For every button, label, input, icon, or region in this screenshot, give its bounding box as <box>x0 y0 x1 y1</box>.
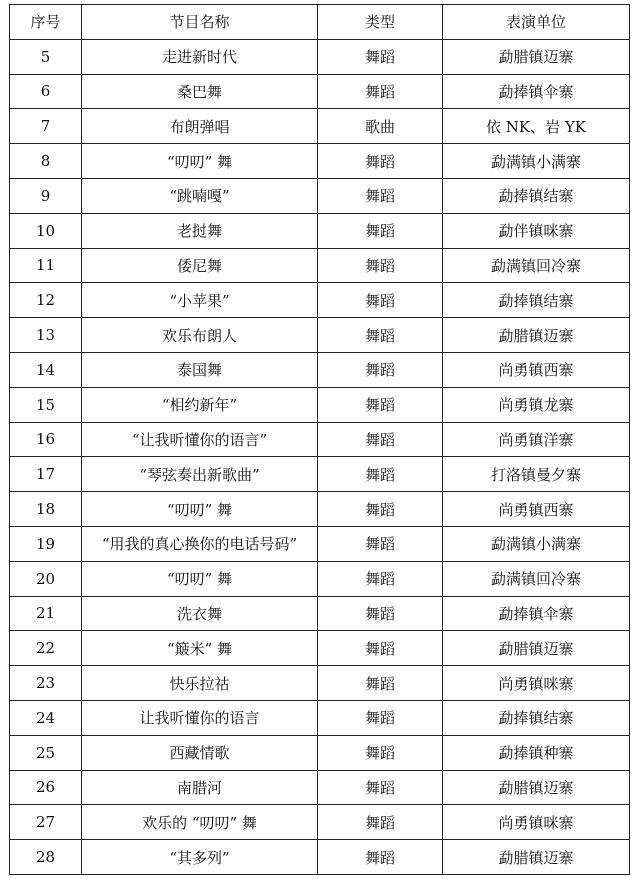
cell-number: 25 <box>10 735 82 770</box>
cell-program-name: “跳喃嘎” <box>82 178 318 213</box>
cell-number: 10 <box>10 213 82 248</box>
cell-number: 18 <box>10 492 82 527</box>
table-header <box>10 5 630 40</box>
table-row <box>10 422 630 457</box>
cell-number: 20 <box>10 561 82 596</box>
cell-performer: 尚勇镇西寨 <box>443 492 630 527</box>
cell-type: 舞蹈 <box>318 631 443 666</box>
table-row <box>10 735 630 770</box>
cell-number: 13 <box>10 318 82 353</box>
table-row <box>10 387 630 422</box>
cell-number: 8 <box>10 144 82 179</box>
cell-number: 26 <box>10 770 82 805</box>
cell-performer: 依 NK、岩 YK <box>443 109 630 144</box>
table-row <box>10 596 630 631</box>
cell-program-name: 洗衣舞 <box>82 596 318 631</box>
cell-type: 歌曲 <box>318 109 443 144</box>
cell-performer: 勐满镇回冷寨 <box>443 561 630 596</box>
cell-performer: 勐腊镇迈寨 <box>443 840 630 875</box>
cell-type: 舞蹈 <box>318 770 443 805</box>
table-row <box>10 283 630 318</box>
cell-program-name: 西藏情歌 <box>82 735 318 770</box>
cell-performer: 尚勇镇咪寨 <box>443 666 630 701</box>
cell-number: 19 <box>10 526 82 561</box>
table-row <box>10 352 630 387</box>
cell-type: 舞蹈 <box>318 457 443 492</box>
cell-type: 舞蹈 <box>318 74 443 109</box>
cell-performer: 勐满镇回冷寨 <box>443 248 630 283</box>
cell-program-name: “叨叨” 舞 <box>82 492 318 527</box>
table-row <box>10 318 630 353</box>
cell-program-name: “让我听懂你的语言” <box>82 422 318 457</box>
header-row <box>10 5 630 40</box>
table-row <box>10 109 630 144</box>
header-program-name: 节目名称 <box>82 5 318 40</box>
cell-program-name: 走进新时代 <box>82 39 318 74</box>
table-row <box>10 631 630 666</box>
cell-performer: 勐捧镇结寨 <box>443 283 630 318</box>
cell-performer: 勐腊镇迈寨 <box>443 39 630 74</box>
cell-number: 27 <box>10 805 82 840</box>
cell-type: 舞蹈 <box>318 805 443 840</box>
table-row <box>10 213 630 248</box>
table-row <box>10 840 630 875</box>
cell-program-name: “其多列” <box>82 840 318 875</box>
cell-number: 16 <box>10 422 82 457</box>
table-row <box>10 457 630 492</box>
cell-performer: 勐腊镇迈寨 <box>443 770 630 805</box>
table-row <box>10 39 630 74</box>
cell-performer: 勐伴镇咪寨 <box>443 213 630 248</box>
table-row <box>10 248 630 283</box>
cell-performer: 勐捧镇结寨 <box>443 700 630 735</box>
cell-performer: 尚勇镇洋寨 <box>443 422 630 457</box>
cell-type: 舞蹈 <box>318 248 443 283</box>
cell-performer: 勐满镇小满寨 <box>443 144 630 179</box>
cell-program-name: 泰国舞 <box>82 352 318 387</box>
table-body <box>10 39 630 874</box>
cell-performer: 勐腊镇迈寨 <box>443 318 630 353</box>
cell-number: 6 <box>10 74 82 109</box>
cell-program-name: “相约新年” <box>82 387 318 422</box>
cell-program-name: “小苹果” <box>82 283 318 318</box>
cell-type: 舞蹈 <box>318 283 443 318</box>
cell-program-name: 欢乐的 “叨叨” 舞 <box>82 805 318 840</box>
cell-performer: 勐捧镇伞寨 <box>443 596 630 631</box>
cell-type: 舞蹈 <box>318 144 443 179</box>
cell-type: 舞蹈 <box>318 318 443 353</box>
cell-number: 23 <box>10 666 82 701</box>
cell-program-name: 南腊河 <box>82 770 318 805</box>
cell-type: 舞蹈 <box>318 352 443 387</box>
cell-program-name: “用我的真心换你的电话号码” <box>82 526 318 561</box>
cell-number: 24 <box>10 700 82 735</box>
cell-program-name: 让我听懂你的语言 <box>82 700 318 735</box>
cell-type: 舞蹈 <box>318 387 443 422</box>
cell-performer: 尚勇镇西寨 <box>443 352 630 387</box>
cell-performer: 勐捧镇结寨 <box>443 178 630 213</box>
cell-type: 舞蹈 <box>318 526 443 561</box>
cell-program-name: 桑巴舞 <box>82 74 318 109</box>
cell-type: 舞蹈 <box>318 840 443 875</box>
cell-program-name: 快乐拉祜 <box>82 666 318 701</box>
header-type: 类型 <box>318 5 443 40</box>
cell-performer: 勐捧镇种寨 <box>443 735 630 770</box>
cell-program-name: “叨叨” 舞 <box>82 144 318 179</box>
cell-type: 舞蹈 <box>318 39 443 74</box>
cell-type: 舞蹈 <box>318 700 443 735</box>
cell-performer: 勐捧镇伞寨 <box>443 74 630 109</box>
header-performer: 表演单位 <box>443 5 630 40</box>
cell-number: 9 <box>10 178 82 213</box>
cell-performer: 打洛镇曼夕寨 <box>443 457 630 492</box>
cell-type: 舞蹈 <box>318 492 443 527</box>
cell-number: 21 <box>10 596 82 631</box>
table-row <box>10 561 630 596</box>
cell-type: 舞蹈 <box>318 735 443 770</box>
table-row <box>10 770 630 805</box>
table-row <box>10 666 630 701</box>
cell-program-name: “琴弦奏出新歌曲” <box>82 457 318 492</box>
cell-program-name: 倭尼舞 <box>82 248 318 283</box>
table-row <box>10 526 630 561</box>
cell-type: 舞蹈 <box>318 596 443 631</box>
cell-type: 舞蹈 <box>318 666 443 701</box>
table-row <box>10 492 630 527</box>
cell-number: 11 <box>10 248 82 283</box>
cell-number: 28 <box>10 840 82 875</box>
cell-performer: 勐腊镇迈寨 <box>443 631 630 666</box>
table-row <box>10 144 630 179</box>
table-row <box>10 805 630 840</box>
header-number: 序号 <box>10 5 82 40</box>
cell-number: 12 <box>10 283 82 318</box>
cell-number: 5 <box>10 39 82 74</box>
cell-number: 14 <box>10 352 82 387</box>
table-row <box>10 700 630 735</box>
cell-program-name: 布朗弹唱 <box>82 109 318 144</box>
cell-number: 22 <box>10 631 82 666</box>
table-row <box>10 74 630 109</box>
cell-program-name: 欢乐布朗人 <box>82 318 318 353</box>
cell-performer: 尚勇镇咪寨 <box>443 805 630 840</box>
cell-program-name: 老挝舞 <box>82 213 318 248</box>
cell-program-name: “叨叨” 舞 <box>82 561 318 596</box>
cell-performer: 尚勇镇龙寨 <box>443 387 630 422</box>
cell-performer: 勐满镇小满寨 <box>443 526 630 561</box>
cell-number: 15 <box>10 387 82 422</box>
cell-number: 7 <box>10 109 82 144</box>
cell-type: 舞蹈 <box>318 561 443 596</box>
cell-type: 舞蹈 <box>318 422 443 457</box>
cell-type: 舞蹈 <box>318 178 443 213</box>
program-table <box>9 4 630 875</box>
cell-number: 17 <box>10 457 82 492</box>
table-row <box>10 178 630 213</box>
cell-type: 舞蹈 <box>318 213 443 248</box>
cell-program-name: “簸米” 舞 <box>82 631 318 666</box>
